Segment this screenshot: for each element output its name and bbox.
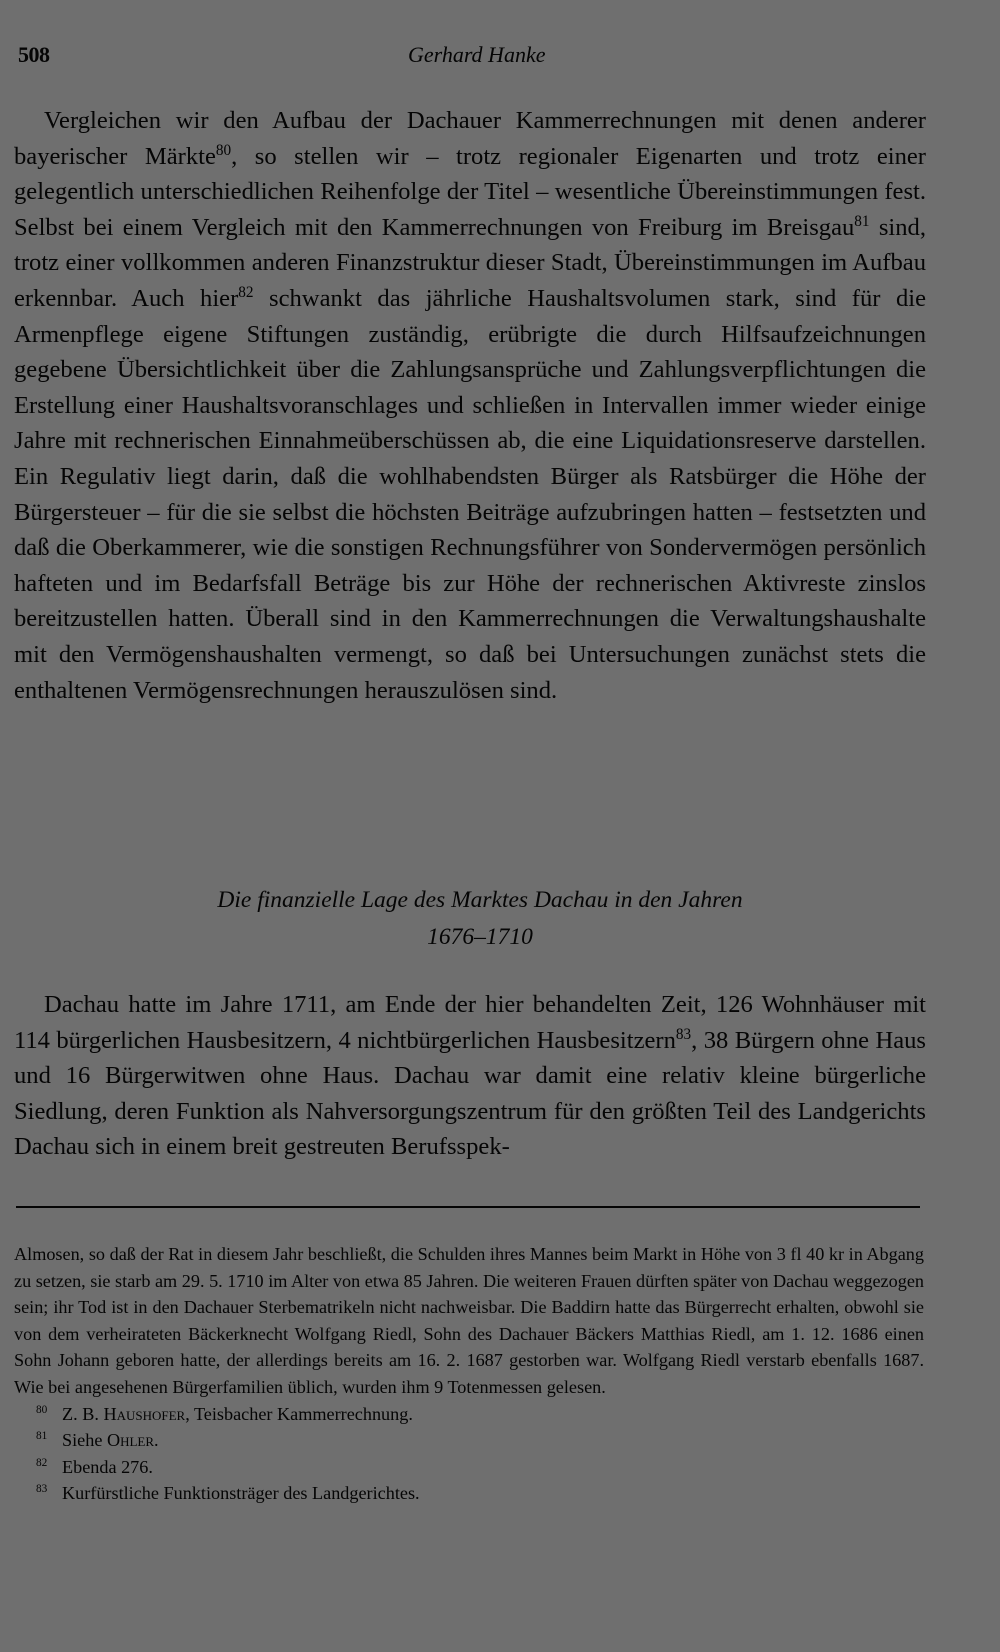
footnote-number: 83 [36,1483,48,1496]
footnote-text: Kurfürstliche Funktionsträger des Landgerichtes. [62,1483,420,1504]
footnote-ref-83[interactable]: 83 [675,1025,692,1043]
page-number: 508 [18,42,50,67]
footnote-number: 82 [36,1456,48,1469]
footnote-ref-80[interactable]: 80 [215,141,232,159]
section-heading [100,882,860,956]
footnote-divider [16,1206,920,1208]
text-run: , 38 Bürgern ohne Haus und 16 Bürgerwitwen ohne Haus. Dachau war damit eine relativ kleine bürgerliche Siedlung, deren Funktion als Nahversorgungszentrum für den größten Teil des Landgerichts Dachau sich in einem breit gestreuten Berufsspek- [14,1026,926,1161]
footnote-continuation: Almosen, so daß der Rat in diesem Jahr beschließt, die Schulden ihres Mannes beim Markt in Höhe von 3 fl 40 kr in Abgang zu setzen, sie starb am 29. 5. 1710 im Alter von etwa 85 Jahren. Die weiteren Frauen dürften später von Dachau weggezogen sein; ihr Tod ist in den Dachauer Sterbematrikeln nicht nachweisbar. Die Baddirn hatte das Bürgerrecht erhalten, obwohl sie von dem verheirateten Bäckerknecht Wolfgang Riedl, Sohn des Dachauer Bäckers Matthias Riedl, am 1. 12. 1686 einen Sohn Johann geboren hatte, der allerdings bereits am 16. 2. 1687 gestorben war. Wolfgang Riedl verstarb ebenfalls 1687. Wie bei angesehenen Bürgerfamilien üblich, wurden ihm 9 Totenmessen gelesen. [14,1244,924,1397]
footnotes [14,1241,924,1507]
body-paragraph-1 [14,103,926,708]
footnote-text: Siehe [62,1430,107,1451]
footnote-ref-82[interactable]: 82 [238,283,254,301]
author-name: Ohler [106,1430,155,1451]
footnote-80 [14,1401,924,1428]
body-paragraph-2 [14,987,926,1165]
paragraph-text [14,103,926,708]
paragraph-text [14,987,926,1165]
footnote-text: , Teisbacher Kammerrechnung. [185,1403,413,1424]
section-title-line-2: 1676–1710 [427,924,533,950]
footnote-83 [14,1480,924,1507]
text-run: Dachau hatte im Jahre 1711, am Ende der hier behandelten Zeit, 126 Wohnhäuser mit 114 bürgerlichen Hausbesitzern, 4 nichtbürgerlichen Hausbesitzern [14,991,926,1054]
page-header [18,36,925,76]
author-name: Haushofer [103,1403,186,1424]
running-head-author: Gerhard Hanke [408,42,546,67]
footnote-81 [14,1427,924,1454]
footnote-number: 81 [36,1430,48,1443]
footnote-number: 80 [36,1403,48,1416]
text-run: sind, trotz einer vollkommen anderen Finanzstruktur dieser Stadt, Übereinstimmungen im Aufbau erkennbar. Auch hier [14,213,927,312]
text-run: , so stellen wir – trotz regionaler Eigenarten und trotz einer gelegentlich unterschiedlichen Reihenfolge der Titel – wesentliche Übereinstimmungen fest. Selbst bei einem Vergleich mit den Kammerrechnungen von Freiburg im Breisgau [14,142,926,241]
footnote-82 [14,1454,924,1481]
footnote-text: Ebenda 276. [62,1456,153,1477]
section-title-line-1: Die finanzielle Lage des Marktes Dachau in den Jahren [217,887,743,913]
text-run: Vergleichen wir den Aufbau der Dachauer Kammerrechnungen mit denen anderer bayerischer Märkte [14,107,926,170]
footnote-ref-81[interactable]: 81 [854,212,870,230]
footnote-text: Z. B. [62,1403,104,1424]
text-run: schwankt das jährliche Haushaltsvolumen stark, sind für die Armenpflege eigene Stiftungen zuständig, erübrigte die durch Hilfsaufzeichnungen gegebene Übersichtlichkeit über die Zahlungsansprüche und Zahlungsverpflichtungen die Erstellung einer Haushaltsvoranschlages und schließen in Intervallen immer wieder einige Jahre mit rechnerischen Einnahmeüberschüssen ab, die eine Liquidationsreserve darstellen. Ein Regulativ liegt darin, daß die wohlhabendsten Bürger als Ratsbürger die Höhe der Bürgersteuer – für die sie selbst die höchsten Beiträge aufzubringen hatten – festsetzten und daß die Oberkammerer, wie die sonstigen Rechnungsführer von Sondervermögen persönlich hafteten und im Bedarfsfall Beträge bis zur Höhe der rechnerischen Aktivreste zinslos bereitzustellen hatten. Überall sind in den Kammerrechnungen die Verwaltungshaushalte mit den Vermögenshaushalten vermengt, so daß bei Untersuchungen zunächst stets die enthaltenen Vermögensrechnungen herauszulösen sind. [14,284,926,704]
footnote-text: . [154,1430,159,1451]
